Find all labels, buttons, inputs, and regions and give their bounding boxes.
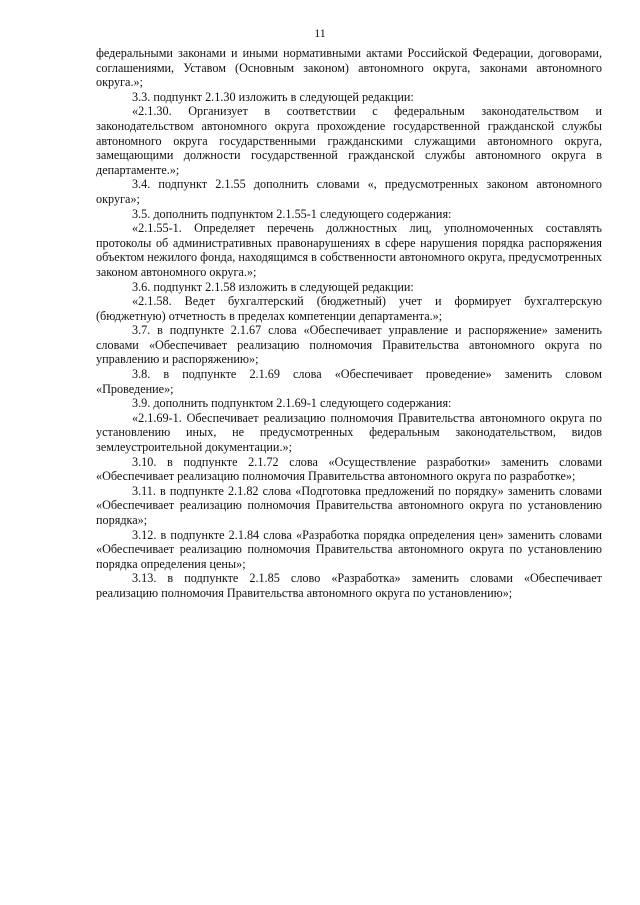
- paragraph-3-3: 3.3. подпункт 2.1.30 изложить в следующей редакции:: [132, 89, 414, 104]
- paragraph-3-13: 3.13. в подпункте 2.1.85 слово «Разработка» заменить словами «Обеспечивает реализацию полномочия Правительства автономного округа по установлению»;: [96, 571, 602, 600]
- paragraph-3-6: 3.6. подпункт 2.1.58 изложить в следующей редакции:: [132, 279, 414, 294]
- paragraph-3-12: 3.12. в подпункте 2.1.84 слова «Разработка порядка определения цен» заменить словами «Обеспечивает реализацию полномочия Правительства автономного округа по установлению порядка определения цены»;: [96, 527, 602, 571]
- paragraph-2-1-58: «2.1.58. Ведет бухгалтерский (бюджетный) учет и формирует бухгалтерскую (бюджетную) отчетность в пределах компетенции департамента.»;: [96, 294, 602, 323]
- paragraph-3-11: 3.11. в подпункте 2.1.82 слова «Подготовка предложений по порядку» заменить словами «Обеспечивает реализацию полномочия Правительства автономного округа по установлению порядка»;: [96, 483, 602, 527]
- paragraph-continuation: федеральными законами и иными нормативными актами Российской Федерации, договорами, соглашениями, Уставом (Основным законом) автономного округа, законами автономного округа.»;: [96, 46, 602, 90]
- paragraph-3-4: 3.4. подпункт 2.1.55 дополнить словами «, предусмотренных законом автономного округа»;: [96, 177, 602, 206]
- paragraph-2-1-69-1: «2.1.69-1. Обеспечивает реализацию полномочия Правительства автономного округа по установлению иных, не предусмотренных федеральным законодательством, видов землеустроительной документации.»;: [96, 410, 602, 455]
- paragraph-3-8: 3.8. в подпункте 2.1.69 слова «Обеспечивает проведение» заменить словом «Проведение»;: [96, 367, 602, 396]
- paragraph-3-5: 3.5. дополнить подпунктом 2.1.55-1 следующего содержания:: [132, 206, 452, 221]
- paragraph-2-1-55-1: «2.1.55-1. Определяет перечень должностных лиц, уполномоченных составлять протоколы об административных правонарушениях в сфере нарушения порядка распоряжения объектом нежилого фонда, находящимся в собственности автономного округа, предусмотренных законом автономного округа.»;: [96, 221, 602, 279]
- paragraph-3-9: 3.9. дополнить подпунктом 2.1.69-1 следующего содержания:: [132, 396, 452, 411]
- document-body: [96, 46, 602, 601]
- page-number: 11: [314, 26, 326, 40]
- paragraph-3-10: 3.10. в подпункте 2.1.72 слова «Осуществление разработки» заменить словами «Обеспечивает реализацию полномочия Правительства автономного округа по разработке»;: [96, 454, 602, 484]
- paragraph-3-7: 3.7. в подпункте 2.1.67 слова «Обеспечивает управление и распоряжение» заменить словами «Обеспечивает реализацию полномочия Правительства автономного округа по управлению и распоряжению»;: [96, 323, 602, 367]
- paragraph-2-1-30: «2.1.30. Организует в соответствии с федеральным законодательством и законодательством автономного округа прохождение государственной гражданской службы автономного округа государственными гражданскими служащими автономного округа, замещающими должности государственной гражданской службы автономного округа в департаменте.»;: [96, 104, 602, 177]
